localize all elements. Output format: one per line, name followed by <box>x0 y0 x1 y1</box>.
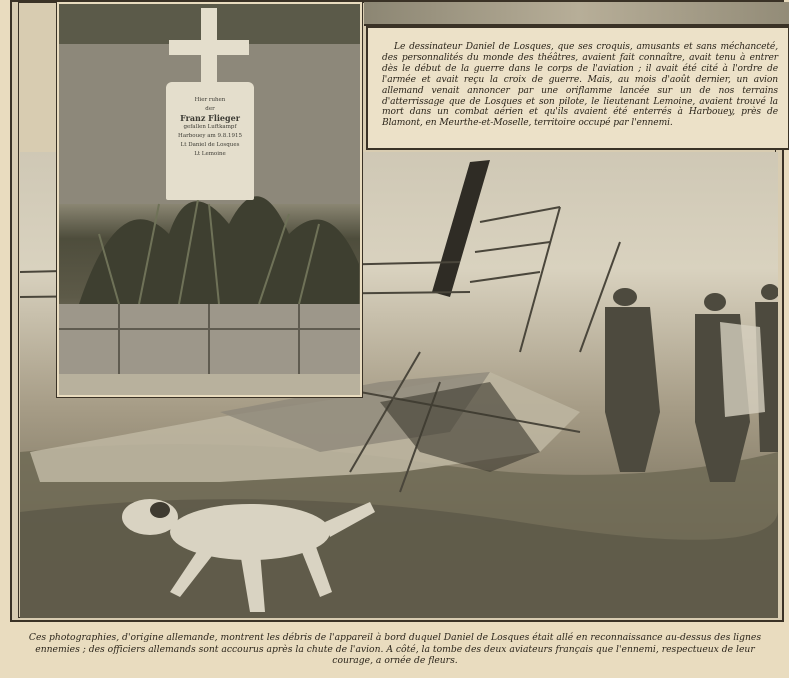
grave-photo <box>57 2 362 397</box>
page-margin <box>0 0 10 150</box>
article-text: Le dessinateur Daniel de Losques, que ses croquis, amusants et sans méchanceté, des personnalités du monde des théâtres, avaient fait connaître, avait tenu à entrer dès le début de la guerre dans le corps de l'aviation ; il avait été cité à l'ordre de l'armée et avait reçu la croix de guerre. Mais, au mois d'août dernier, un avion allemand venait annoncer par une oriflamme lancée sur un de nos terrains d'atterrissage que de Losques et son pilote, le lieutenant Lemoine, avaient trouvé la mort dans un combat aérien et qu'ils avaient été enterrés à Harbouey, près de Blamont, en Meurthe-et-Moselle, territoire occupé par l'ennemi. <box>382 42 778 129</box>
plaque-line: Lt Daniel de Losques <box>180 142 240 148</box>
plaque-line: Hier ruhen <box>194 97 226 103</box>
article-box <box>366 26 789 150</box>
plaque-line: Harbouey am 9.8.1915 <box>178 133 242 139</box>
plaque-line: der <box>205 106 215 112</box>
top-photo-strip <box>364 2 789 26</box>
photo-caption: Ces photographies, d'origine allemande, montrent les débris de l'appareil à bord duquel Daniel de Losques était allé en reconnaissance au-dessus des lignes ennemies ; des officiers allemands sont accourus après la chute de l'avion. A côté, la tombe des deux aviateurs français que l'ennemi, respectueux de leur courage, a ornée de fleurs. <box>28 632 762 667</box>
plaque-line: Lt Lemoine <box>194 151 226 157</box>
grave-plaque <box>166 82 254 200</box>
grave-cross-arm <box>169 40 249 55</box>
plaque-line: gefallen Luftkampf <box>183 124 237 130</box>
plaque-line: Franz Flieger <box>180 113 240 123</box>
photo-frame <box>10 0 784 622</box>
